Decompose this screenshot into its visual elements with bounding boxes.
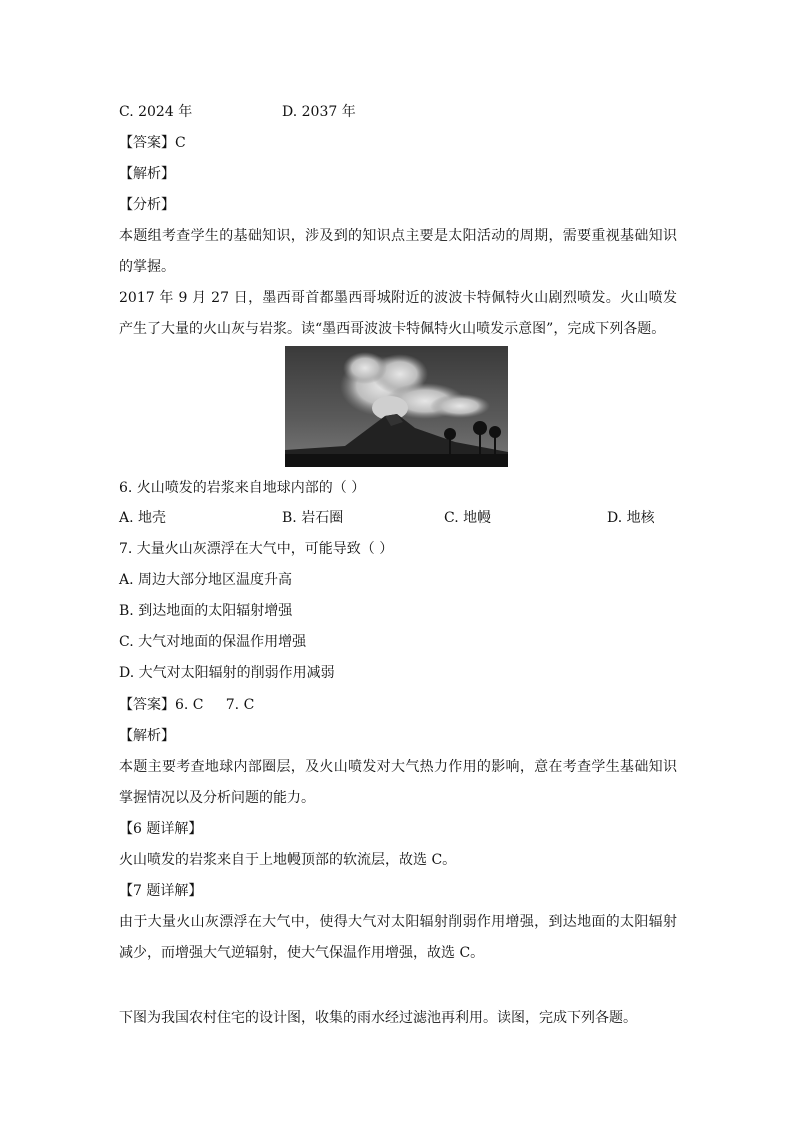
analysis-heading: 【解析】 bbox=[119, 728, 175, 744]
q6-detail-text: 火山喷发的岩浆来自于上地幔顶部的软流层，故选 C。 bbox=[119, 852, 457, 868]
q6-option-a: A. 地壳 bbox=[119, 510, 167, 526]
q6-options bbox=[119, 508, 679, 528]
q6-option-d: D. 地核 bbox=[607, 510, 655, 526]
volcano-illustration bbox=[285, 346, 508, 467]
q5-options bbox=[119, 102, 679, 122]
q5-option-d: D. 2037 年 bbox=[282, 104, 356, 120]
q7-option-b: B. 到达地面的太阳辐射增强 bbox=[119, 603, 293, 619]
q7-stem: 7. 大量火山灰漂浮在大气中，可能导致（ ） bbox=[119, 541, 394, 557]
volcano-eruption-photo bbox=[285, 346, 508, 467]
q6-option-c: C. 地幔 bbox=[444, 510, 492, 526]
q7-detail-text: 由于大量火山灰漂浮在大气中，使得大气对太阳辐射削弱作用增强，到达地面的太阳辐射减少，而增强大气逆辐射，使大气保温作用增强，故选 C。 bbox=[119, 914, 677, 961]
next-passage: 下图为我国农村住宅的设计图，收集的雨水经过滤池再利用。读图，完成下列各题。 bbox=[119, 1010, 637, 1026]
q7-option-a: A. 周边大部分地区温度升高 bbox=[119, 572, 293, 588]
analysis-text: 本题主要考查地球内部圈层，及火山喷发对大气热力作用的影响，意在考查学生基础知识掌握情况以及分析问题的能力。 bbox=[119, 759, 677, 806]
q5-answer: 【答案】C bbox=[119, 135, 186, 151]
q5-fenxi-text: 本题组考查学生的基础知识，涉及到的知识点主要是太阳活动的周期，需要重视基础知识的掌握。 bbox=[119, 228, 677, 275]
q6-option-b: B. 岩石圈 bbox=[282, 510, 344, 526]
answers-line: 【答案】6. C 7. C bbox=[119, 697, 255, 713]
q5-analysis-heading: 【解析】 bbox=[119, 166, 175, 182]
q6-detail-heading: 【6 题详解】 bbox=[119, 821, 203, 837]
q7-option-d: D. 大气对太阳辐射的削弱作用减弱 bbox=[119, 665, 335, 681]
q6-stem: 6. 火山喷发的岩浆来自地球内部的（ ） bbox=[119, 480, 366, 496]
passage-text: 2017 年 9 月 27 日，墨西哥首都墨西哥城附近的波波卡特佩特火山剧烈喷发。火山喷发产生了大量的火山灰与岩浆。读“墨西哥波波卡特佩特火山喷发示意图”，完成下列各题。 bbox=[119, 290, 677, 337]
q7-detail-heading: 【7 题详解】 bbox=[119, 883, 203, 899]
q5-fenxi-heading: 【分析】 bbox=[119, 197, 175, 213]
q5-option-c: C. 2024 年 bbox=[119, 104, 193, 120]
q7-option-c: C. 大气对地面的保温作用增强 bbox=[119, 634, 307, 650]
